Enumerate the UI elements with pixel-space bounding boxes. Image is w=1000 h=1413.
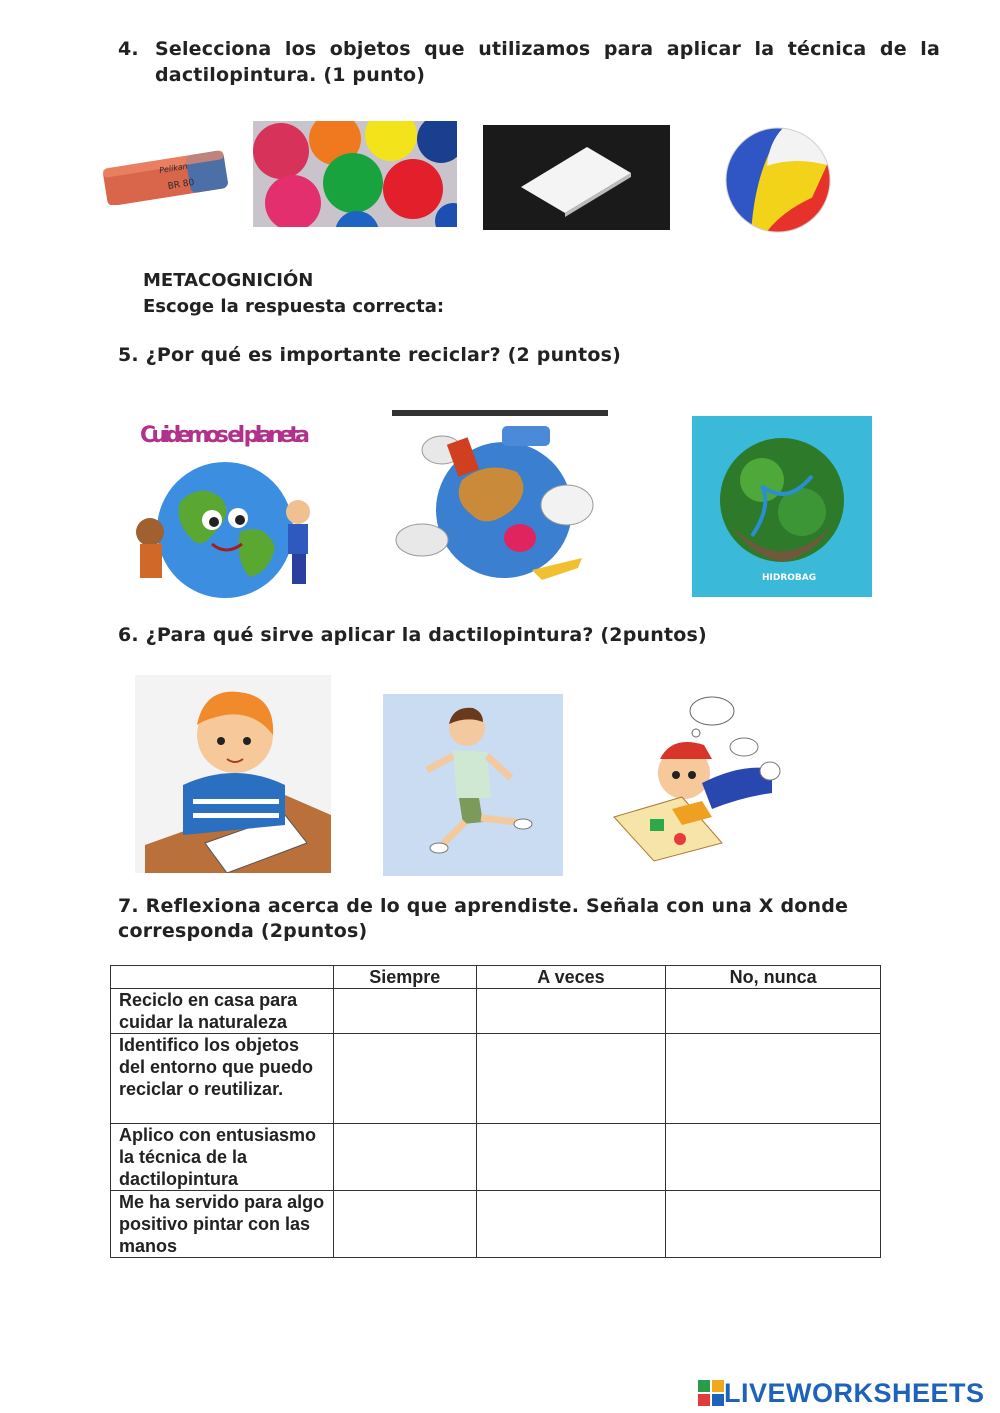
boy-writing-image[interactable] bbox=[135, 675, 331, 873]
row-statement: Identifico los objetos del entorno que puedo reciclar o reutilizar. bbox=[111, 1034, 334, 1124]
answer-cell-siempre[interactable] bbox=[333, 1034, 476, 1124]
answer-cell-siempre[interactable] bbox=[333, 1191, 476, 1258]
answer-cell-siempre[interactable] bbox=[333, 1124, 476, 1191]
answer-cell-a-veces[interactable] bbox=[476, 1124, 666, 1191]
question-7-text: 7. Reflexiona acerca de lo que aprendiste. Señala con una X donde corresponda (2puntos) bbox=[118, 895, 849, 942]
metacognition-title: METACOGNICIÓN bbox=[143, 270, 314, 291]
answer-cell-no-nunca[interactable] bbox=[666, 1124, 881, 1191]
question-4 bbox=[118, 36, 940, 88]
liveworksheets-brand[interactable] bbox=[698, 1376, 985, 1410]
logo-letters: LIVE bbox=[709, 1405, 713, 1406]
table-row bbox=[111, 989, 881, 1034]
planet-care-image[interactable] bbox=[120, 412, 320, 600]
table-header-no-nunca: No, nunca bbox=[666, 966, 881, 989]
green-planet-image[interactable] bbox=[692, 416, 872, 597]
reflection-table bbox=[110, 965, 881, 1258]
table-row bbox=[111, 1034, 881, 1124]
table-header-row bbox=[111, 966, 881, 989]
eraser-model-label: BR 80 bbox=[167, 177, 196, 192]
question-4-text: Selecciona los objetos que utilizamos para aplicar la técnica de la dactilopintura. (1 punto) bbox=[155, 38, 940, 86]
answer-cell-no-nunca[interactable] bbox=[666, 989, 881, 1034]
metacognition-instruction: Escoge la respuesta correcta: bbox=[143, 296, 445, 317]
beach-ball-image[interactable] bbox=[725, 126, 831, 234]
table-row bbox=[111, 1124, 881, 1191]
question-6-text: 6. ¿Para qué sirve aplicar la dactilopintura? (2puntos) bbox=[118, 624, 707, 646]
question-4-number: 4. bbox=[118, 38, 139, 60]
answer-cell-a-veces[interactable] bbox=[476, 989, 666, 1034]
row-statement: Aplico con entusiasmo la técnica de la dactilopintura bbox=[111, 1124, 334, 1191]
table-header-a-veces: A veces bbox=[476, 966, 666, 989]
answer-cell-a-veces[interactable] bbox=[476, 1034, 666, 1124]
polluted-earth-image[interactable] bbox=[392, 410, 608, 592]
white-paper-image[interactable] bbox=[483, 125, 670, 230]
table-header-siempre: Siempre bbox=[333, 966, 476, 989]
eraser-brand-label: Pelikan bbox=[158, 161, 189, 176]
boy-drawing-image[interactable] bbox=[612, 693, 782, 863]
question-5-text: 5. ¿Por qué es importante reciclar? (2 puntos) bbox=[118, 344, 621, 366]
answer-cell-no-nunca[interactable] bbox=[666, 1034, 881, 1124]
planet-caption: Cuidemos el planeta bbox=[140, 423, 310, 448]
answer-cell-siempre[interactable] bbox=[333, 989, 476, 1034]
liveworksheets-wordmark: LIVEWORKSHEETS bbox=[724, 1377, 985, 1408]
table-header-blank bbox=[111, 966, 334, 989]
answer-cell-a-veces[interactable] bbox=[476, 1191, 666, 1258]
liveworksheets-logo-icon bbox=[698, 1380, 724, 1406]
row-statement: Me ha servido para algo positivo pintar con las manos bbox=[111, 1191, 334, 1258]
boy-running-image[interactable] bbox=[383, 694, 563, 876]
eraser-image[interactable] bbox=[100, 145, 235, 205]
table-row bbox=[111, 1191, 881, 1258]
paint-pots-image[interactable] bbox=[253, 121, 457, 227]
answer-cell-no-nunca[interactable] bbox=[666, 1191, 881, 1258]
row-statement: Reciclo en casa para cuidar la naturaleza bbox=[111, 989, 334, 1034]
metacognition-heading bbox=[143, 268, 444, 320]
hidrobag-label: HIDROBAG bbox=[762, 573, 817, 583]
